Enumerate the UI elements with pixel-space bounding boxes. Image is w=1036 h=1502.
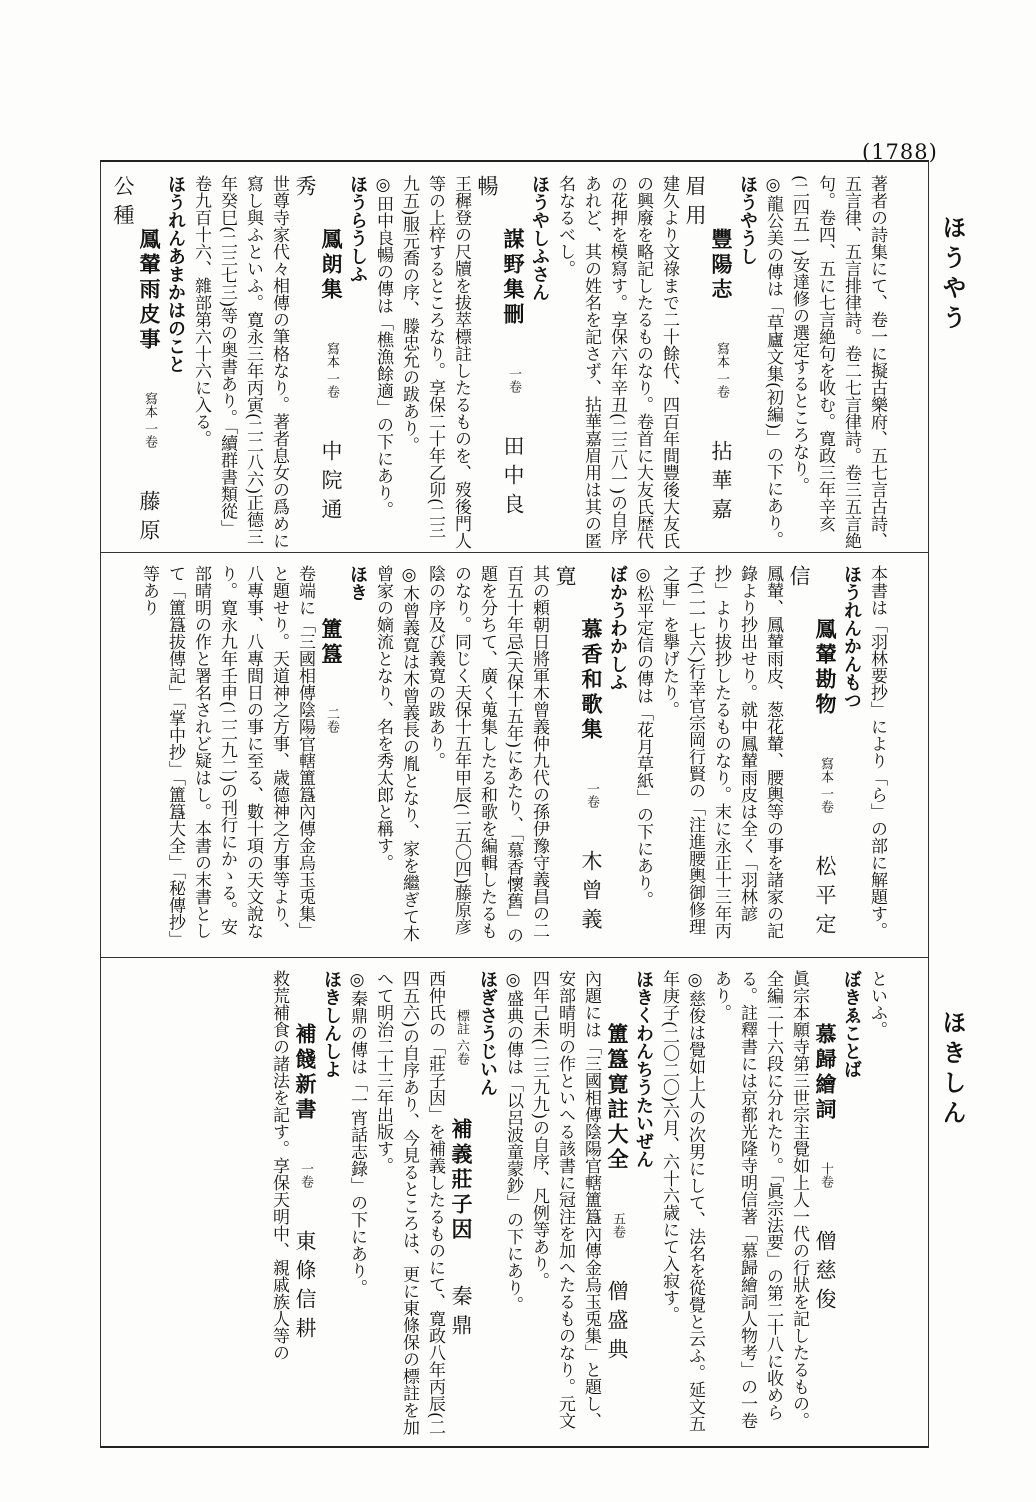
tier-middle [120,565,890,945]
entry-title: 慕歸繪詞 [813,1022,838,1123]
entry-author: 秦鼎 [449,1284,473,1343]
entry-reading: ほきしんしよ [321,970,342,1078]
entry-author: 東條信耕 [293,1229,317,1346]
tier-top [111,175,890,550]
entry-title: 鳳輦勘物 [813,617,838,718]
entry-reading: ぼかうわかしふ [607,565,628,691]
entry-volumes: 十卷 [818,1161,833,1188]
entry-text: 鳳輦、鳳輦雨皮、葱花輦、腰輿等の事を諸家の記錄より抄出せり。就中鳳輦雨皮は全く「羽林諺抄」より拔抄したるものなり。末に永正十三年丙子(二一七六)行幸官宗岡行賢の「注進腰輿御修理之事」を擧げたり。 [659,565,783,939]
entry-author: 藤原公種 [111,175,161,548]
entry-reading: ほうれんかんもつ [841,565,862,709]
entry-title: 豐陽志 [709,227,734,303]
entry-title: 謀野集刪 [501,227,526,328]
entry-reading: ほきくわんちうたいぜん [633,970,654,1168]
entry-volumes: 一卷 [506,366,521,393]
entry-note: ◎松平定信の傳は「花月草紙」の下にあり。 [633,565,653,908]
entry-text: 著者の詩集にて、卷一に擬古樂府、五七言古詩、五言律、五言排律詩。卷二七言律詩。卷三五言絶句。卷四、五に七言絶句を收む。寛政三年辛亥(二四五一)安達修の選定するところなり。 [789,175,887,549]
entry-title: 簠簋 [319,617,344,668]
entry-reading: ほうらうしふ [347,175,368,283]
entry-reading: ほうれんあまかはのこと [165,175,186,373]
entry-volumes: 一卷 [298,1161,313,1188]
entry-text: 內題には「三國相傳陰陽官轄簠簋內傳金烏玉兎集」と題し、安部晴明の作といへる該書に冠注を加へたるものなり。元文四年己未(二三九九)の自序、凡例等あり。 [529,970,601,1429]
entry-author: 木曾義寛 [553,565,603,937]
entry-volumes: 寫本 一卷 [324,341,339,398]
entry-title: 鳳朗集 [319,227,344,303]
entry-text: 本書は「羽林要抄」により「ら」の部に解題す。 [867,565,887,939]
entry-volumes: 五卷 [610,1211,625,1238]
entry-text: 其の頼朝日將軍木曾義仲九代の孫伊豫守義昌の二百五十年忌(天保十五年)にあたり、「慕香懷舊」の題を分ちて、廣く蒐集したる和歌を編輯したるものなり。同じく天保十五年甲辰(二五〇四)藤原彦陰の序及び義寛の跋あり。 [425,565,549,944]
entry-note: ◎秦鼎の傳は「一宵話志錄」の下にあり。 [347,970,367,1296]
entry-volumes: 一卷 [584,781,599,808]
entry-author: 中院通秀 [293,175,343,527]
entry-volumes: 標註 六卷 [454,1009,469,1066]
entry-text: 建久より文祿まで二十餘代、四百年間豐後大友氏の興廢を略記したるものなり。卷首に大友氏歴代の花押を模寫す。享保六年辛丑(二三八一)の自序あれど、其の姓名を記さず、拈華嘉眉用は其の匿名なるべし。 [555,175,679,549]
tier-divider-lower [101,957,928,958]
entry-volumes: 寫本 一卷 [714,341,729,398]
entry-note: ◎龍公美の傳は「草廬文集(初編)」の下にあり。 [763,175,783,549]
entry-reading: ほぎさうじいん [477,970,498,1096]
entry-title: 慕香和歌集 [579,617,604,743]
entry-author: 田中良暢 [475,175,525,522]
entry-text: 卷端に「三國相傳陰陽官轄簠簋內傳金烏玉兎集」と題せり。天道神之方事、歳德神之方事等より、八專事、八專間日の事に至る、數十項の天文說なり。寛永九年壬申(二二九二)の刊行にかゝる。安部晴明の作と署名されど疑はし。本書の末書として「簠簋拔傳記」「掌中抄」「簠簋大全」「秘傳抄」等あり [139,565,315,939]
tier-divider-upper [101,552,928,553]
entry-author: 僧慈俊 [813,1229,837,1317]
running-head-top: ほうやう [938,215,966,335]
entry-note: ◎木曾義寛は木曾義長の胤となり、家を繼ぎて木曾家の嫡流となり、名を秀太郎と稱す。 [373,565,419,942]
entry-reading: ほうやうし [737,175,758,265]
entry-note: ◎慈俊は覺如上人の次男にして、法名を從覺と云ふ。延文五年庚子(二〇二〇)六月、六十六歳にて入寂す。 [659,970,705,1432]
entry-volumes: 寫本 一卷 [818,756,833,813]
entry-text: 世尊寺家代々相傳の筆格なり。著者息女の爲めに寫し與ふといふ。寛永三年丙寅(二二八六)正德三年癸巳(二三七三)等の奥書あり。「續群書類從」卷九百十六、雜部第六十六に入る。 [191,175,289,549]
entry-reading: ほき [347,565,368,601]
entry-title: 補餞新書 [293,1022,318,1123]
entry-text: 王穉登の尺牘を拔萃標註したるものを、歿後門人等の上梓するところなり。享保二十年乙卯(二三九五)服元喬の序、滕忠允の跋あり。 [399,175,471,549]
entry-title: 補義莊子因 [449,1117,474,1243]
entry-text: といふ。 [867,970,887,1038]
entry-reading: ほうやしふさん [529,175,550,301]
entry-title: 鳳輦雨皮事 [137,227,162,353]
entry-volumes: 二卷 [324,706,339,733]
page-number: (1788) [862,140,938,164]
entry-note: ◎盛典の傳は「以呂波童蒙鈔」の下にあり。 [503,970,523,1313]
entry-volumes: 寫本 一卷 [142,391,157,448]
entry-author: 松平定信 [787,565,837,942]
entry-text: 西仲氏の「莊子因」を補義したるものにて、寛政八年丙辰(二四五六)の自序あり、今見るところは、更に東條保の標註を加へて明治二十三年出版す。 [373,970,445,1436]
entry-reading: ぼきゑことば [841,970,862,1078]
entry-text: 眞宗本願寺第三世宗主覺如上人一代の行狀を記したるもの。全編二十六段に分れたり。「眞宗法要」の第二十八に收めらる。註釋書には京都光隆寺明信著「慕歸繪詞人物考」の一卷あり。 [711,970,809,1429]
entry-note: ◎田中良暢の傳は「樵漁餘適」の下にあり。 [373,175,393,518]
entry-text: 救荒補食の諸法を記す。享保天明中、親戚族人等の [269,970,289,1361]
tier-bottom [120,970,890,1440]
running-head-middle: ほきしん [938,1010,966,1130]
entry-title: 簠簋寛註大全 [605,1022,630,1173]
entry-author: 僧盛典 [605,1279,629,1367]
entry-author: 拈華嘉眉用 [683,175,733,527]
